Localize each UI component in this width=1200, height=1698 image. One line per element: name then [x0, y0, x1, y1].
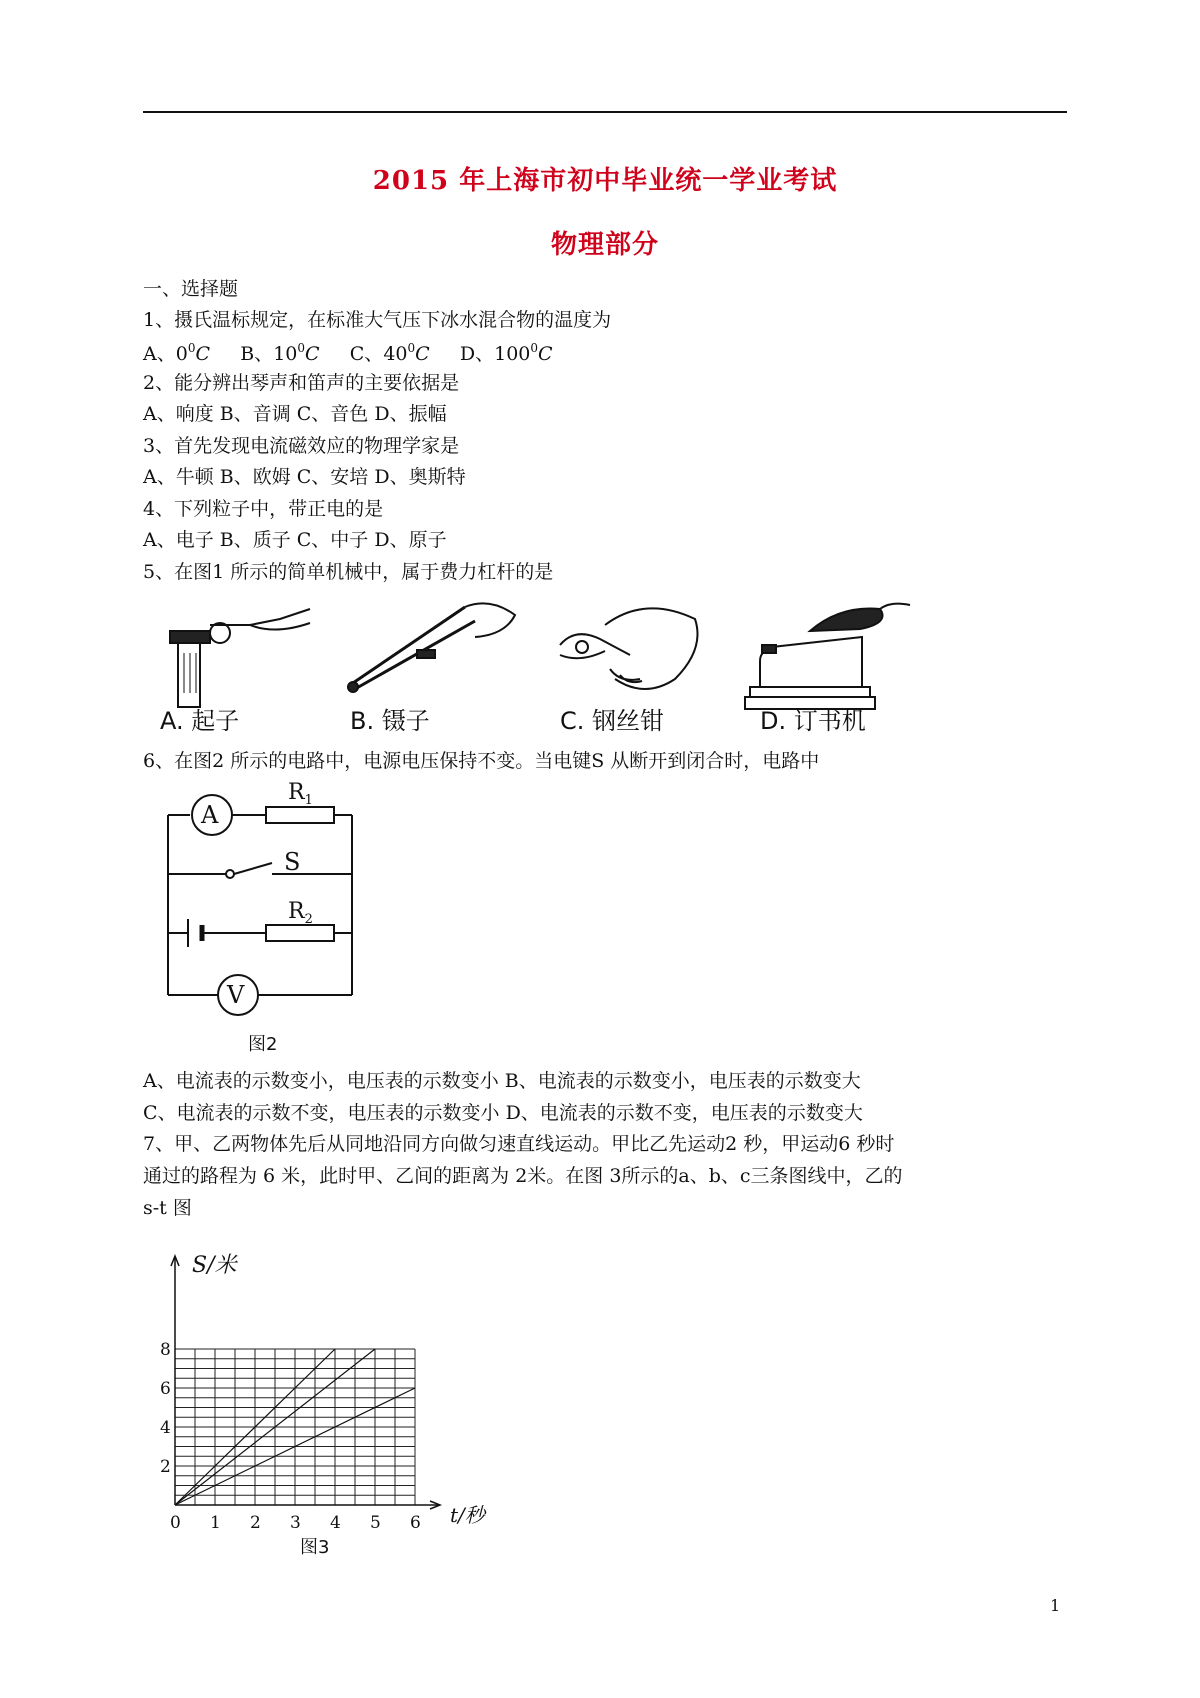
q3-stem: 3、首先发现电流磁效应的物理学家是 [143, 435, 460, 457]
x-axis-label: t/秒 [450, 1503, 485, 1527]
top-rule [143, 111, 1067, 113]
q6-options-line2: C、电流表的示数不变，电压表的示数变小 D、电流表的示数不变，电压表的示数变大 [143, 1102, 863, 1124]
figure-2-caption: 图2 [248, 1034, 278, 1055]
q1-option-d: D、$100^0C$ [459, 341, 553, 365]
resistor-r1-symbol [266, 807, 334, 823]
x-tick-label: 6 [410, 1513, 421, 1533]
x-tick-label: 5 [370, 1513, 381, 1533]
figure-3-caption: 图3 [300, 1537, 330, 1558]
y-tick-label: 8 [160, 1340, 171, 1360]
q7-line3: s-t 图 [143, 1197, 192, 1219]
exam-subtitle: 物理部分 [550, 230, 659, 260]
exam-title: 2015 年上海市初中毕业统一学业考试 [372, 166, 838, 196]
y-tick-label: 4 [160, 1418, 171, 1438]
q1-option-b: B、$10^0C$ [240, 341, 320, 365]
q7-line1: 7、甲、乙两物体先后从同地沿同方向做匀速直线运动。甲比乙先运动2 秒，甲运动6 秒时 [143, 1133, 895, 1155]
x-tick-label: 2 [250, 1513, 261, 1533]
page-number: 1 [1050, 1596, 1061, 1615]
ammeter-label: A [201, 801, 219, 829]
q2-options: A、响度 B、音调 C、音色 D、振幅 [143, 403, 447, 425]
x-tick-label: 1 [210, 1513, 221, 1533]
figure-1 [150, 595, 950, 735]
y-axis-label: S/米 [192, 1253, 237, 1278]
q2-stem: 2、能分辨出琴声和笛声的主要依据是 [143, 372, 460, 394]
x-tick-label: 3 [290, 1513, 301, 1533]
q3-options: A、牛顿 B、欧姆 C、安培 D、奥斯特 [143, 466, 466, 488]
voltmeter-label: V [227, 981, 245, 1009]
pliers-illustration [560, 608, 698, 689]
section-heading: 一、选择题 [143, 278, 239, 300]
q6-options-line1: A、电流表的示数变小，电压表的示数变小 B、电流表的示数变小，电压表的示数变大 [143, 1070, 861, 1092]
q1-option-a: A、$0^0C$ [143, 341, 211, 365]
stapler-illustration [745, 604, 910, 709]
q1-option-c: C、$40^0C$ [349, 341, 430, 365]
q5-stem: 5、在图1 所示的简单机械中，属于费力杠杆的是 [143, 561, 554, 583]
tweezers-illustration [348, 603, 515, 692]
switch-symbol [234, 863, 272, 874]
r2-label: $R_2$ [288, 899, 313, 927]
caption-d: D. 订书机 [760, 707, 866, 735]
bottle-opener-illustration [170, 609, 310, 707]
y-tick-label: 6 [160, 1379, 171, 1399]
figure-2-circuit [160, 775, 360, 1055]
q7-line2: 通过的路程为 6 米，此时甲、乙间的距离为 2米。在图 3所示的a、b、c三条图线中，乙的 [143, 1165, 903, 1187]
q1-options [143, 342, 553, 364]
q4-options: A、电子 B、质子 C、中子 D、原子 [143, 529, 447, 551]
switch-label: S [284, 848, 301, 876]
figure-3-chart [160, 1250, 500, 1560]
x-tick-label: 4 [330, 1513, 341, 1533]
caption-a: A. 起子 [160, 707, 240, 735]
q4-stem: 4、下列粒子中，带正电的是 [143, 498, 384, 520]
resistor-r2-symbol [266, 925, 334, 941]
r1-label: $R_1$ [288, 780, 313, 808]
x-tick-label: 0 [170, 1513, 181, 1533]
y-tick-label: 2 [160, 1457, 171, 1477]
caption-c: C. 钢丝钳 [560, 707, 665, 735]
q6-stem: 6、在图2 所示的电路中，电源电压保持不变。当电键S 从断开到闭合时，电路中 [143, 750, 820, 772]
caption-b: B. 镊子 [350, 707, 430, 735]
q1-stem: 1、摄氏温标规定，在标准大气压下冰水混合物的温度为 [143, 309, 612, 331]
